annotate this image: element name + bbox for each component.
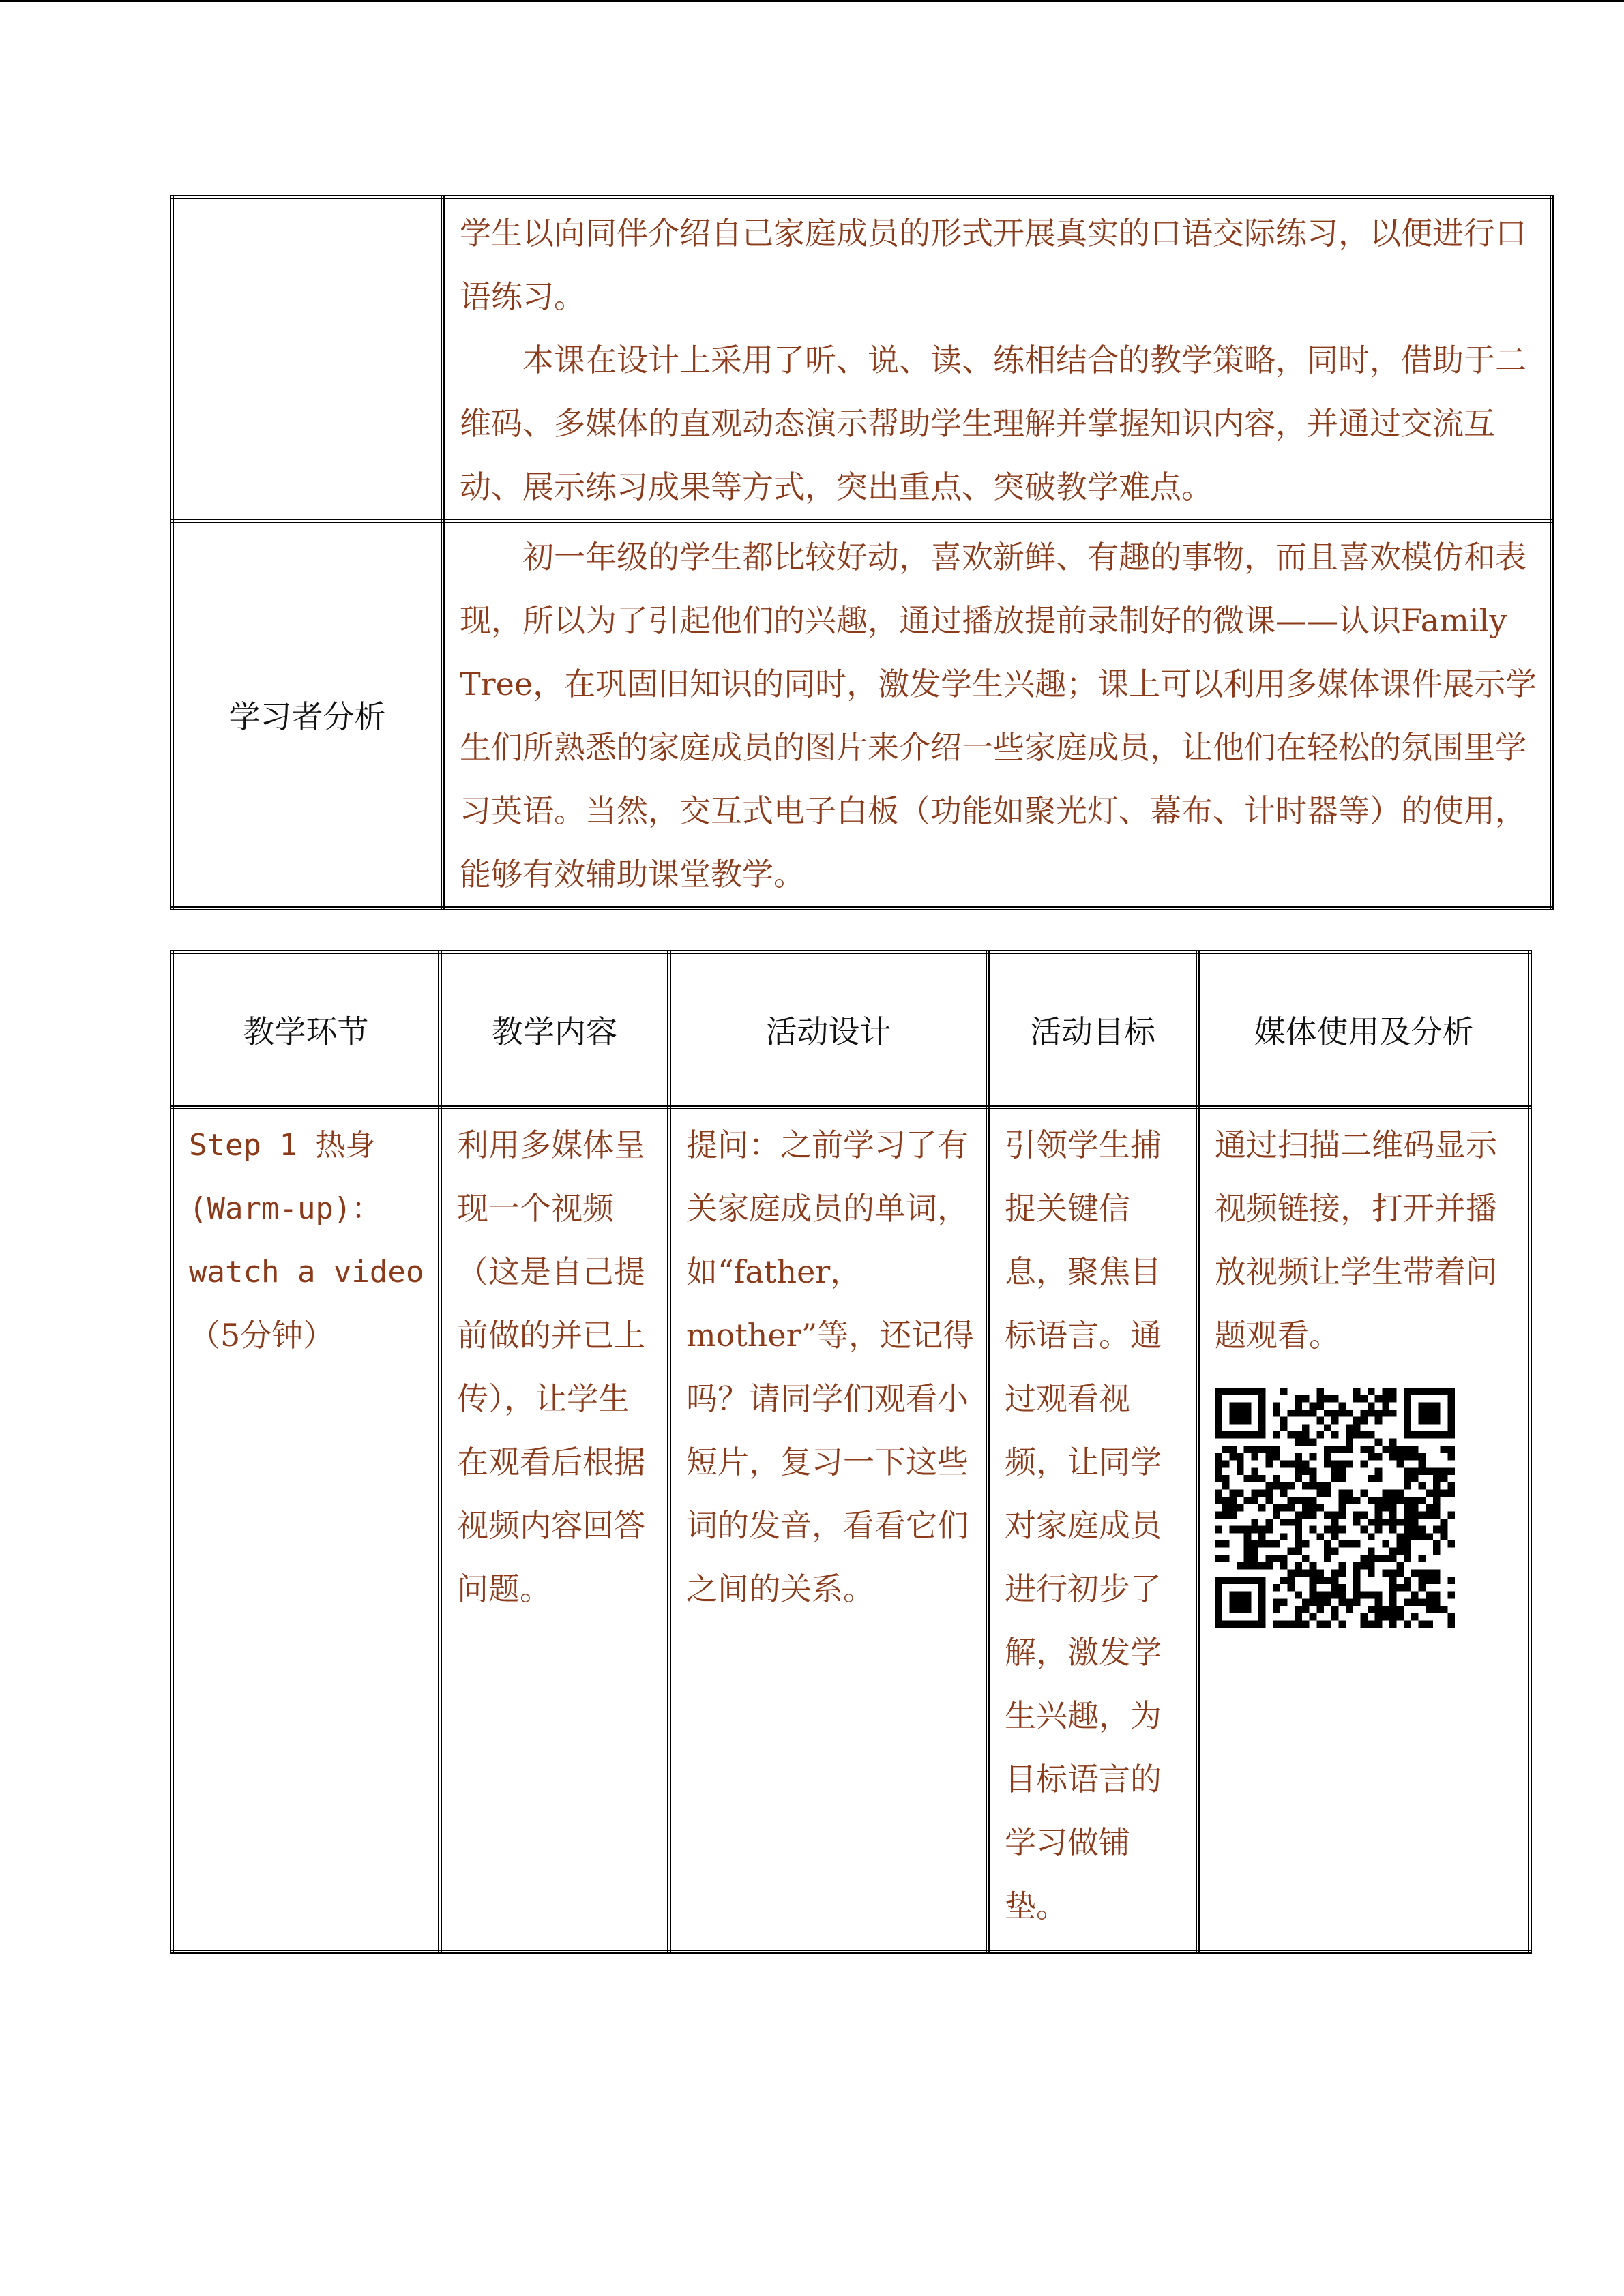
strategy-text xyxy=(443,197,1552,521)
table-header-row xyxy=(172,952,1530,1107)
table-row xyxy=(172,521,1552,908)
paragraph: 学生以向同伴介绍自己家庭成员的形式开展真实的口语交际练习，以便进行口语练习。 xyxy=(460,215,1526,315)
step-cell xyxy=(172,1107,440,1952)
table-row xyxy=(172,197,1552,521)
step-title: Step 1 热身 xyxy=(189,1128,376,1163)
activity-cell: 提问：之前学习了有关家庭成员的单词，如“father，mother”等，还记得吗？请同学们观看小短片，复习一下这些词的发音，看看它们之间的关系。 xyxy=(669,1107,988,1952)
step-task: watch a video xyxy=(189,1255,424,1289)
media-cell xyxy=(1198,1107,1530,1952)
step-duration: （5分钟） xyxy=(189,1317,335,1354)
header-activity-goal: 活动目标 xyxy=(988,952,1198,1107)
analysis-table xyxy=(170,195,1554,910)
header-activity-design: 活动设计 xyxy=(669,952,988,1107)
page-top-border xyxy=(0,0,1624,2)
step-subtitle: (Warm-up)： xyxy=(189,1191,382,1226)
header-media-analysis: 媒体使用及分析 xyxy=(1198,952,1530,1107)
content-cell: 利用多媒体呈现一个视频（这是自己提前做的并已上传），让学生在观看后根据视频内容回答问题。 xyxy=(440,1107,669,1952)
table-row xyxy=(172,1107,1530,1952)
media-text: 通过扫描二维码显示视频链接，打开并播放视频让学生带着问题观看。 xyxy=(1215,1127,1497,1354)
header-teaching-stage: 教学环节 xyxy=(172,952,440,1107)
qr-code-icon[interactable] xyxy=(1215,1388,1455,1628)
header-teaching-content: 教学内容 xyxy=(440,952,669,1107)
row-label-learner-analysis: 学习者分析 xyxy=(172,521,443,908)
lesson-step-table xyxy=(170,950,1532,1954)
paragraph: 初一年级的学生都比较好动，喜欢新鲜、有趣的事物，而且喜欢模仿和表现，所以为了引起他们的兴趣，通过播放提前录制好的微课——认识Family Tree，在巩固旧知识的同时，激发学生兴趣；课上可以利用多媒体课件展示学生们所熟悉的家庭成员的图片来介绍一些家庭成员，让他们在轻松的氛围里学习英语。当然，交互式电子白板（功能如聚光灯、幕布、计时器等）的使用，能够有效辅助课堂教学。 xyxy=(460,539,1537,893)
paragraph: 本课在设计上采用了听、说、读、练相结合的教学策略，同时，借助于二维码、多媒体的直观动态演示帮助学生理解并掌握知识内容，并通过交流互动、展示练习成果等方式，突出重点、突破教学难点。 xyxy=(460,342,1526,505)
goal-cell: 引领学生捕捉关键信息，聚焦目标语言。通过观看视频，让同学对家庭成员进行初步了解，激发学生兴趣，为目标语言的学习做铺垫。 xyxy=(988,1107,1198,1952)
learner-analysis-text xyxy=(443,521,1552,908)
row-label xyxy=(172,197,443,521)
